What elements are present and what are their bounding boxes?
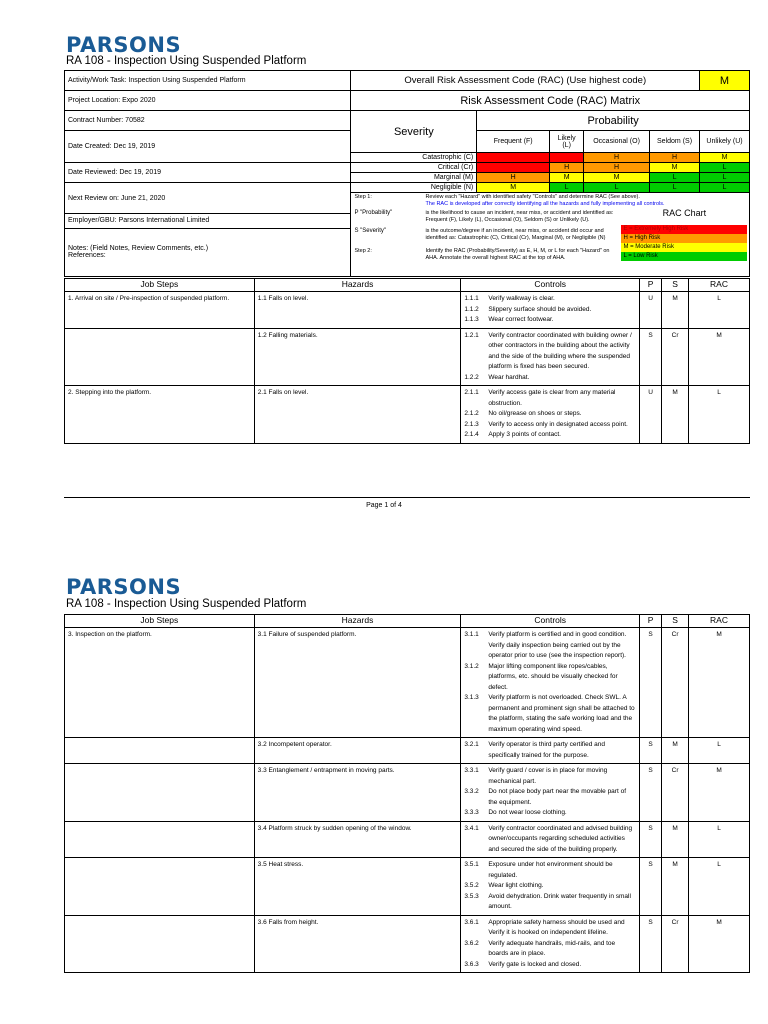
matrix-cell: H xyxy=(584,163,650,173)
rac-cell: L xyxy=(689,386,750,444)
control-item xyxy=(464,409,636,420)
matrix-cell: H xyxy=(477,173,550,183)
control-number: 3.1.1 xyxy=(464,631,479,638)
control-item xyxy=(464,824,636,856)
step2-text: Identify the RAC (Probability/Severity) as E, H, M, or L for each "Hazard" on AHA. Annotate the overall highest RAC at the top of AHA. xyxy=(425,248,610,261)
references: References: xyxy=(68,252,106,260)
overall-rac-label: Overall Risk Assessment Code (RAC) (Use highest code) xyxy=(351,71,700,91)
control-text: No oil/grease on shoes or steps. xyxy=(488,410,582,417)
col-hazards: Hazards xyxy=(254,279,461,292)
control-number: 3.5.1 xyxy=(464,861,479,868)
controls-cell xyxy=(461,915,640,973)
date-created: Date Created: Dec 19, 2019 xyxy=(65,131,351,163)
matrix-cell: L xyxy=(700,163,750,173)
severity-cell: Cr xyxy=(662,764,689,822)
control-text: Wear correct footwear. xyxy=(488,316,554,323)
document-title: RA 108 - Inspection Using Suspended Platform xyxy=(66,55,307,67)
control-number: 1.1.1 xyxy=(464,295,479,302)
document-title: RA 108 - Inspection Using Suspended Platform xyxy=(66,598,307,610)
rac-cell: M xyxy=(689,915,750,973)
contract-number: Contract Number: 70582 xyxy=(65,111,351,131)
table-row xyxy=(65,292,750,329)
control-number: 1.2.1 xyxy=(464,331,479,339)
rac-chart-low: L = Low Risk xyxy=(621,252,747,261)
matrix-cell: L xyxy=(650,183,700,193)
control-text: Do not wear loose clothing. xyxy=(488,809,567,816)
control-item xyxy=(464,430,636,441)
control-text: Wear hardhat. xyxy=(488,373,530,381)
rac-chart-high: H = High Risk xyxy=(621,234,747,243)
hazard-cell: 3.1 Failure of suspended platform. xyxy=(254,628,461,738)
rac-cell: M xyxy=(689,764,750,822)
severity-row-negligible: Negligible (N) xyxy=(351,183,477,193)
rac-cell: L xyxy=(689,292,750,329)
matrix-cell: L xyxy=(650,173,700,183)
controls-cell xyxy=(461,328,640,386)
job-step-cell xyxy=(65,858,255,916)
control-number: 3.1.3 xyxy=(464,694,479,701)
control-text: Apply 3 points of contact. xyxy=(488,431,561,438)
hazard-cell: 3.5 Heat stress. xyxy=(254,858,461,916)
job-step-cell: 1. Arrival on site / Pre-inspection of suspended platform. xyxy=(65,292,255,329)
table-row xyxy=(65,328,750,386)
rac-chart-title: RAC Chart xyxy=(662,208,707,218)
control-text: Verify adequate handrails, mid-rails, and toe boards are in place. xyxy=(488,939,616,957)
rac-chart xyxy=(621,225,747,261)
severity-row-catastrophic: Catastrophic (C) xyxy=(351,153,477,163)
control-number: 3.3.3 xyxy=(464,809,479,816)
table-row xyxy=(65,858,750,916)
control-text: Verify operator is third party certified and specifically trained for the purpose. xyxy=(488,741,606,759)
control-text: Verify contractor coordinated with building owner / other contractors in the building about the activity and the side of the building where the suspended platform is fixed has been secured. xyxy=(488,331,632,370)
severity-cell: M xyxy=(662,386,689,444)
hazard-cell: 3.6 Falls from height. xyxy=(254,915,461,973)
job-step-cell xyxy=(65,328,255,386)
rac-cell: M xyxy=(689,328,750,386)
table-row xyxy=(65,821,750,858)
notes: Notes: (Field Notes, Review Comments, etc.) xyxy=(68,245,209,253)
hazard-cell: 3.2 Incompetent operator. xyxy=(254,738,461,764)
parsons-logo: PARSONS xyxy=(66,33,182,57)
control-item xyxy=(464,315,636,326)
matrix-cell: M xyxy=(650,163,700,173)
prob-header-frequent: Frequent (F) xyxy=(477,131,550,153)
col-p: P xyxy=(640,279,662,292)
control-item xyxy=(464,766,636,787)
control-item xyxy=(464,808,636,819)
employer: Employer/GBU: Parsons International Limited xyxy=(65,214,351,229)
control-item xyxy=(464,960,636,971)
control-text: Avoid dehydration. Drink water frequently in small amount. xyxy=(488,892,631,910)
control-text: Verify to access only in designated access point. xyxy=(488,420,628,428)
rac-chart-moderate: M = Moderate Risk xyxy=(621,243,747,252)
rac-cell: L xyxy=(689,738,750,764)
step1-text: Review each "Hazard" with identified safety "Controls" and determine RAC (See above). xyxy=(425,194,640,200)
severity-cell: Cr xyxy=(662,915,689,973)
control-item xyxy=(464,881,636,892)
controls-cell xyxy=(461,292,640,329)
col-hazards: Hazards xyxy=(254,615,461,628)
probability-cell: S xyxy=(640,628,662,738)
probability-definition-text: is the likelihood to cause an incident, near miss, or accident and identified as: Frequent (F), Likely (L), Occasional (O), Seldom (S) or Unlikely (U). xyxy=(425,210,614,223)
matrix-cell: L xyxy=(550,183,584,193)
matrix-cell: L xyxy=(584,183,650,193)
col-controls: Controls xyxy=(461,615,640,628)
control-item xyxy=(464,939,636,960)
control-text: Do not place body part near the movable part of the equipment. xyxy=(488,788,626,806)
matrix-cell: E xyxy=(477,153,550,163)
probability-cell: S xyxy=(640,738,662,764)
matrix-cell: E xyxy=(477,163,550,173)
date-reviewed: Date Reviewed: Dec 19, 2019 xyxy=(65,163,351,183)
control-item xyxy=(464,420,636,431)
control-number: 3.1.2 xyxy=(464,662,479,670)
severity-cell: Cr xyxy=(662,628,689,738)
hazard-cell: 3.3 Entanglement / entrapment in moving parts. xyxy=(254,764,461,822)
parsons-logo: PARSONS xyxy=(66,575,182,599)
hazard-cell: 2.1 Falls on level. xyxy=(254,386,461,444)
matrix-cell: L xyxy=(700,173,750,183)
severity-cell: M xyxy=(662,821,689,858)
control-text: Verify access gate is clear from any material obstruction. xyxy=(488,389,616,407)
severity-row-critical: Critical (Cr) xyxy=(351,163,477,173)
control-text: Wear light clothing. xyxy=(488,882,544,889)
probability-cell: U xyxy=(640,292,662,329)
control-text: Verify walkway is clear. xyxy=(488,295,555,302)
col-controls: Controls xyxy=(461,279,640,292)
step2-label: Step 2: xyxy=(354,248,372,254)
control-item xyxy=(464,388,636,409)
matrix-cell: M xyxy=(584,173,650,183)
table-row xyxy=(65,738,750,764)
job-step-cell xyxy=(65,764,255,822)
control-text: Verify platform is certified and in good condition. Verify daily inspection being carried out by the operator prior to use (see the inspection report). xyxy=(488,631,627,659)
probability-cell: U xyxy=(640,386,662,444)
control-number: 3.6.1 xyxy=(464,918,479,926)
control-number: 1.1.2 xyxy=(464,305,479,313)
table-row xyxy=(65,764,750,822)
control-item xyxy=(464,373,636,384)
control-number: 2.1.2 xyxy=(464,410,479,417)
controls-cell xyxy=(461,858,640,916)
col-p: P xyxy=(640,615,662,628)
controls-cell xyxy=(461,628,640,738)
col-rac: RAC xyxy=(689,615,750,628)
hazard-cell: 1.2 Falling materials. xyxy=(254,328,461,386)
prob-header-occasional: Occasional (O) xyxy=(584,131,650,153)
control-item xyxy=(464,662,636,694)
rac-chart-extreme: E = Extremely High Risk xyxy=(621,225,747,234)
severity-definition-label: S "Severity" xyxy=(354,228,387,234)
control-text: Verify platform is not overloaded. Check SWL. A permanent and prominent sign shall be attached to the platform, stating the safe working load and the maximum operating wind speed. xyxy=(488,694,635,733)
rac-cell: M xyxy=(689,628,750,738)
table-row xyxy=(65,386,750,444)
control-number: 3.5.2 xyxy=(464,882,479,889)
control-number: 3.6.2 xyxy=(464,939,479,947)
table-row xyxy=(65,628,750,738)
probability-cell: S xyxy=(640,821,662,858)
job-step-cell: 2. Stepping into the platform. xyxy=(65,386,255,444)
probability-definition-label: P "Probability" xyxy=(354,210,393,216)
job-steps-table-page2 xyxy=(64,614,750,973)
job-step-cell xyxy=(65,915,255,973)
control-number: 2.1.4 xyxy=(464,431,479,438)
matrix-cell: M xyxy=(700,153,750,163)
col-rac: RAC xyxy=(689,279,750,292)
col-job-steps: Job Steps xyxy=(65,279,255,292)
job-step-cell xyxy=(65,821,255,858)
control-number: 2.1.1 xyxy=(464,389,479,396)
control-text: Verify guard / cover is in place for moving mechanical part. xyxy=(488,767,608,785)
control-number: 1.1.3 xyxy=(464,316,479,323)
job-step-cell: 3. Inspection on the platform. xyxy=(65,628,255,738)
prob-header-likely: Likely (L) xyxy=(550,131,584,153)
control-item xyxy=(464,294,636,305)
control-number: 3.2.1 xyxy=(464,741,479,748)
control-text: Major lifting component like ropes/cables, platforms, etc. should be visually checked for defect. xyxy=(488,662,618,691)
control-number: 3.3.1 xyxy=(464,767,479,774)
severity-cell: M xyxy=(662,738,689,764)
project-location: Project Location: Expo 2020 xyxy=(65,91,351,111)
severity-label: Severity xyxy=(351,111,477,153)
probability-cell: S xyxy=(640,858,662,916)
matrix-cell: H xyxy=(550,163,584,173)
steps-block xyxy=(351,193,750,277)
control-item xyxy=(464,892,636,913)
col-job-steps: Job Steps xyxy=(65,615,255,628)
severity-definition-text: is the outcome/degree if an incident, near miss, or accident did occur and identified as: Catastrophic (C), Critical (Cr), Marginal (M), or Negligible (N) xyxy=(425,228,606,241)
probability-label: Probability xyxy=(477,111,750,131)
control-number: 3.4.1 xyxy=(464,824,479,832)
job-steps-table-page1 xyxy=(64,278,750,444)
matrix-cell: E xyxy=(550,153,584,163)
severity-cell: M xyxy=(662,292,689,329)
matrix-cell: M xyxy=(477,183,550,193)
matrix-cell: L xyxy=(700,183,750,193)
next-review: Next Review on: June 21, 2020 xyxy=(65,183,351,214)
matrix-cell: M xyxy=(550,173,584,183)
controls-cell xyxy=(461,386,640,444)
control-number: 3.3.2 xyxy=(464,788,479,795)
probability-cell: S xyxy=(640,328,662,386)
control-item xyxy=(464,331,636,373)
severity-row-marginal: Marginal (M) xyxy=(351,173,477,183)
severity-cell: Cr xyxy=(662,328,689,386)
job-step-cell xyxy=(65,738,255,764)
control-number: 3.6.3 xyxy=(464,960,479,968)
table-row xyxy=(65,915,750,973)
prob-header-unlikely: Unlikely (U) xyxy=(700,131,750,153)
control-text: Slippery surface should be avoided. xyxy=(488,305,592,313)
hazard-cell: 3.4 Platform struck by sudden opening of the window. xyxy=(254,821,461,858)
control-item xyxy=(464,787,636,808)
hazard-cell: 1.1 Falls on level. xyxy=(254,292,461,329)
control-item xyxy=(464,740,636,761)
page-divider xyxy=(64,497,750,498)
prob-header-seldom: Seldom (S) xyxy=(650,131,700,153)
control-item xyxy=(464,630,636,662)
control-item xyxy=(464,860,636,881)
col-s: S xyxy=(662,615,689,628)
controls-cell xyxy=(461,821,640,858)
control-number: 3.5.3 xyxy=(464,892,479,900)
control-text: Verify gate is locked and closed. xyxy=(488,960,582,968)
matrix-cell: H xyxy=(650,153,700,163)
control-text: Verify contractor coordinated and advised building owner/occupants regarding scheduled activities and secured the side of the building properly. xyxy=(488,824,633,853)
page-number: Page 1 of 4 xyxy=(366,502,402,509)
step1-label: Step 1: xyxy=(354,194,372,200)
col-s: S xyxy=(662,279,689,292)
activity-task: Activity/Work Task: Inspection Using Suspended Platform xyxy=(65,71,351,91)
control-number: 1.2.2 xyxy=(464,373,479,381)
control-text: Appropriate safety harness should be used and Verify it is hooked on independent lifeline. xyxy=(488,918,625,936)
control-item xyxy=(464,918,636,939)
severity-cell: M xyxy=(662,858,689,916)
header-table xyxy=(64,70,750,277)
overall-rac-value: M xyxy=(700,71,750,91)
probability-cell: S xyxy=(640,764,662,822)
control-item xyxy=(464,693,636,735)
probability-cell: S xyxy=(640,915,662,973)
rac-cell: L xyxy=(689,858,750,916)
control-item xyxy=(464,305,636,316)
matrix-cell: H xyxy=(584,153,650,163)
controls-cell xyxy=(461,738,640,764)
control-number: 2.1.3 xyxy=(464,420,479,428)
rac-cell: L xyxy=(689,821,750,858)
step1-note: The RAC is developed after correctly identifying all the hazards and fully implementing all controls. xyxy=(425,201,665,207)
controls-cell xyxy=(461,764,640,822)
rac-matrix-title: Risk Assessment Code (RAC) Matrix xyxy=(351,91,750,111)
control-text: Exposure under hot environment should be regulated. xyxy=(488,861,613,879)
